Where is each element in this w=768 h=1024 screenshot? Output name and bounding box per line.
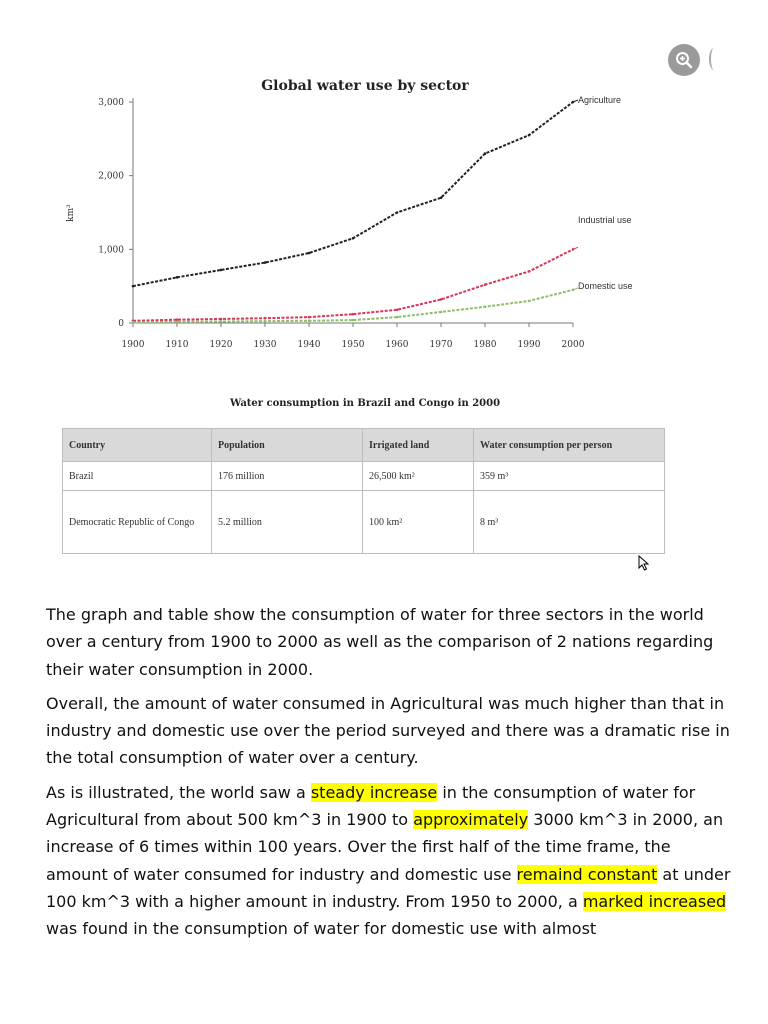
essay-paragraph-1: The graph and table show the consumption of water for three sectors in the world over a century from 1900 to 2000 as well as the comparison of 2 nations regarding their water consumption in 2000. bbox=[46, 605, 714, 679]
x-tick-label: 1960 bbox=[385, 340, 409, 350]
data-point bbox=[220, 318, 223, 321]
y-tick-label: 3,000 bbox=[98, 98, 124, 108]
table-row bbox=[63, 462, 665, 491]
essay-body bbox=[46, 601, 736, 950]
x-tick-label: 1950 bbox=[341, 340, 365, 350]
essay-text-run: at under 100 km^3 with a higher amount in industry. From 1950 to 2000, a bbox=[46, 864, 731, 911]
cell-population: 5.2 million bbox=[212, 491, 363, 554]
data-point bbox=[484, 305, 487, 308]
line-chart bbox=[0, 0, 768, 380]
chart-ticks bbox=[66, 98, 585, 350]
essay-text-run: in the consumption of water for Agricultural from about 500 km^3 in 1900 to bbox=[46, 782, 696, 830]
header-country: Country bbox=[63, 429, 212, 462]
essay-text-run: was found in the consumption of water for domestic use with almost bbox=[46, 919, 597, 939]
y-tick-label: 2,000 bbox=[98, 171, 124, 182]
data-point bbox=[396, 316, 399, 319]
data-point bbox=[264, 317, 267, 320]
x-tick-label: 1930 bbox=[253, 340, 277, 350]
data-point bbox=[352, 319, 355, 322]
essay-text-run: 3000 km^3 in 2000, an increase of 6 times within 100 years. Over the first half of the time frame, the amount of water consumed for industry and domestic use bbox=[46, 810, 724, 884]
data-point bbox=[528, 270, 531, 273]
data-point bbox=[308, 252, 311, 255]
data-point bbox=[264, 261, 267, 264]
highlighted-phrase: approximately bbox=[413, 810, 529, 830]
data-point bbox=[308, 316, 311, 319]
data-point bbox=[132, 285, 135, 288]
y-axis-label: km³ bbox=[66, 204, 76, 222]
chart-title: Global water use by sector bbox=[261, 78, 469, 94]
series-label-domestic: Domestic use bbox=[578, 281, 633, 291]
data-point bbox=[132, 321, 135, 324]
data-point bbox=[440, 311, 443, 314]
series-label-industrial: Industrial use bbox=[578, 215, 632, 225]
x-tick-label: 1970 bbox=[429, 340, 453, 350]
highlighted-phrase: steady increase bbox=[310, 782, 438, 802]
essay-text-run: As is illustrated, the world saw a bbox=[46, 782, 311, 802]
chart-series bbox=[132, 100, 578, 324]
chart-axes bbox=[133, 98, 573, 323]
data-point bbox=[396, 308, 399, 311]
series-line-agriculture bbox=[133, 102, 573, 286]
data-point bbox=[176, 321, 179, 324]
essay-paragraph-3 bbox=[46, 779, 736, 943]
water-consumption-table bbox=[62, 428, 665, 554]
data-point bbox=[528, 134, 531, 137]
cell-water-per-person: 359 m³ bbox=[474, 462, 665, 491]
x-tick-label: 1990 bbox=[517, 340, 541, 350]
data-point bbox=[220, 269, 223, 272]
data-point bbox=[176, 276, 179, 279]
header-water-per-person: Water consumption per person bbox=[474, 429, 665, 462]
data-point bbox=[440, 298, 443, 301]
mouse-cursor-icon bbox=[638, 555, 652, 571]
y-tick-label: 1,000 bbox=[98, 245, 124, 256]
data-point bbox=[308, 319, 311, 322]
data-point bbox=[264, 320, 267, 323]
cell-irrigated-land: 26,500 km² bbox=[363, 462, 474, 491]
data-point bbox=[484, 152, 487, 155]
data-point bbox=[396, 211, 399, 214]
x-tick-label: 1940 bbox=[297, 340, 321, 350]
header-irrigated-land: Irrigated land bbox=[363, 429, 474, 462]
data-point bbox=[440, 196, 443, 199]
data-point bbox=[484, 283, 487, 286]
data-point bbox=[352, 237, 355, 240]
series-label-agriculture: Agriculture bbox=[578, 95, 622, 105]
x-tick-label: 1910 bbox=[165, 340, 189, 350]
x-tick-label: 1900 bbox=[121, 340, 145, 350]
table-header-row bbox=[63, 429, 665, 462]
data-point bbox=[528, 300, 531, 303]
x-tick-label: 2000 bbox=[561, 340, 585, 350]
series-line-industrial-use bbox=[133, 249, 573, 320]
cell-water-per-person: 8 m³ bbox=[474, 491, 665, 554]
cell-country: Democratic Republic of Congo bbox=[63, 491, 212, 554]
table-title: Water consumption in Brazil and Congo in 2000 bbox=[229, 398, 501, 409]
cell-population: 176 million bbox=[212, 462, 363, 491]
highlighted-phrase: marked increased bbox=[582, 891, 727, 911]
essay-paragraph-2: Overall, the amount of water consumed in Agricultural was much higher than that in industry and domestic use over the period surveyed and there was a dramatic rise in the total consumption of water over a century. bbox=[46, 693, 730, 768]
table-row bbox=[63, 491, 665, 554]
x-tick-label: 1980 bbox=[473, 340, 497, 350]
header-population: Population bbox=[212, 429, 363, 462]
cell-irrigated-land: 100 km² bbox=[363, 491, 474, 554]
data-point bbox=[352, 313, 355, 316]
highlighted-phrase: remaind constant bbox=[516, 864, 658, 884]
series-line-domestic-use bbox=[133, 290, 573, 322]
data-point bbox=[220, 320, 223, 323]
cell-country: Brazil bbox=[63, 462, 212, 491]
y-tick-label: 0 bbox=[118, 319, 124, 329]
x-tick-label: 1920 bbox=[209, 340, 233, 350]
